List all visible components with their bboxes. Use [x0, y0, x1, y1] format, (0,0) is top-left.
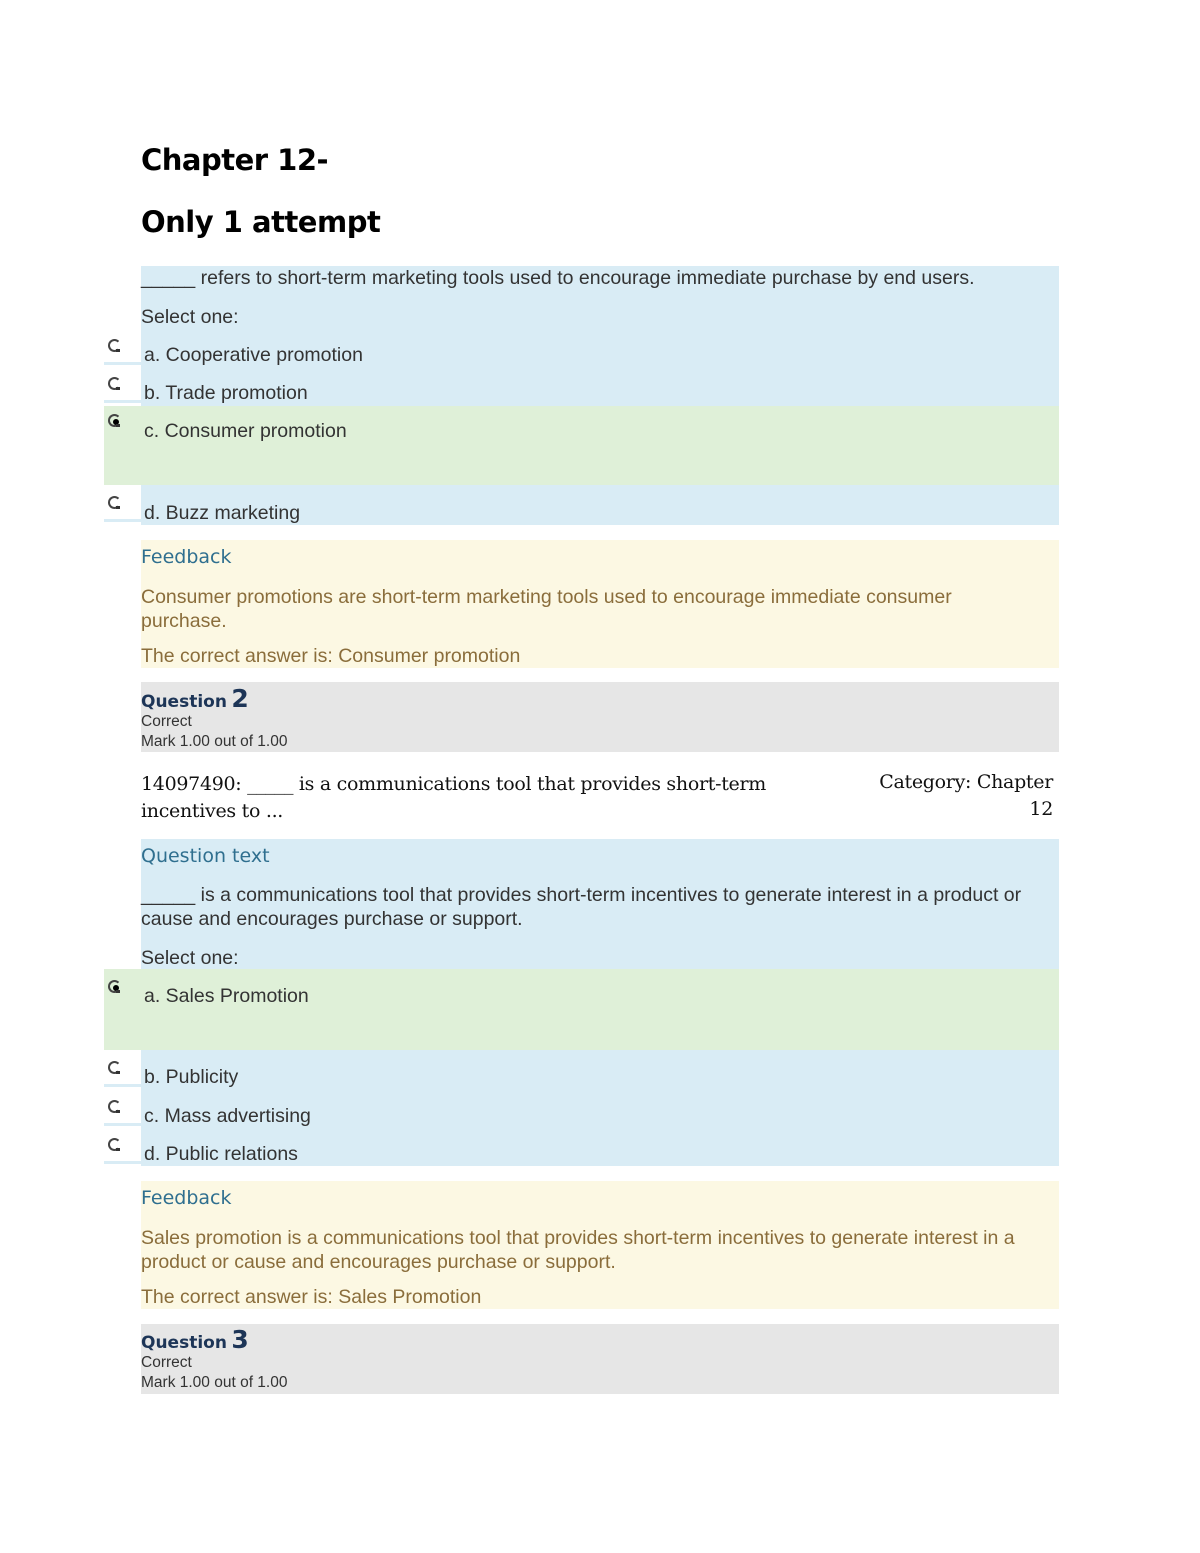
- q2-status: Correct: [141, 713, 192, 730]
- chapter-title: Chapter 12-: [141, 143, 329, 177]
- q2-category-line2: 12: [1029, 798, 1053, 820]
- q2-question-text-title: Question text: [141, 845, 270, 867]
- q1-correct-option-highlight: [104, 406, 1059, 485]
- q2-option-d-label[interactable]: d. Public relations: [144, 1143, 298, 1165]
- q3-status: Correct: [141, 1354, 192, 1371]
- q1-option-d-radio[interactable]: [104, 493, 144, 531]
- q2-mark: Mark 1.00 out of 1.00: [141, 733, 288, 750]
- q2-option-a-label[interactable]: a. Sales Promotion: [144, 985, 309, 1007]
- q2-question-number: 2: [231, 684, 249, 713]
- q1-question-text: _____ refers to short-term marketing tools used to encourage immediate purchase by end users.: [141, 267, 975, 289]
- q3-question-number: 3: [231, 1325, 249, 1354]
- q2-option-c-label[interactable]: c. Mass advertising: [144, 1105, 311, 1127]
- q2-select-one-label: Select one:: [141, 947, 239, 969]
- q2-question-text: _____ is a communications tool that provides short-term incentives to generate interest in a product or cause and encourages purchase or support.: [141, 884, 1022, 930]
- q1-correct-answer: The correct answer is: Consumer promotion: [141, 645, 521, 667]
- q2-category-line1: Category: Chapter: [879, 771, 1053, 793]
- q2-heading: [141, 684, 249, 713]
- attempt-note: Only 1 attempt: [141, 205, 381, 239]
- q1-option-b-label[interactable]: b. Trade promotion: [144, 382, 308, 404]
- q1-option-a-radio[interactable]: [104, 336, 144, 374]
- q2-correct-answer: The correct answer is: Sales Promotion: [141, 1286, 482, 1308]
- q2-option-a-radio-selected[interactable]: [104, 977, 144, 1015]
- q3-heading: [141, 1325, 249, 1354]
- q1-feedback-title: Feedback: [141, 546, 232, 568]
- q2-summary: 14097490: _____ is a communications tool that provides short-term incentives to ...: [141, 773, 766, 822]
- q2-correct-option-highlight: [104, 969, 1059, 1050]
- q1-feedback-text: Consumer promotions are short-term marketing tools used to encourage immediate consumer purchase.: [141, 586, 952, 632]
- q1-select-one-label: Select one:: [141, 306, 239, 328]
- q2-question-label: Question: [141, 692, 227, 712]
- q2-option-b-radio[interactable]: [104, 1058, 144, 1096]
- q3-question-label: Question: [141, 1333, 227, 1353]
- q2-feedback-text: Sales promotion is a communications tool that provides short-term incentives to generate interest in a product or cause and encourages purchase or support.: [141, 1227, 1015, 1273]
- q1-option-c-label[interactable]: c. Consumer promotion: [144, 420, 347, 442]
- q2-option-d-radio[interactable]: [104, 1135, 144, 1173]
- q2-option-c-radio[interactable]: [104, 1097, 144, 1135]
- q2-option-b-label[interactable]: b. Publicity: [144, 1066, 239, 1088]
- q1-option-a-label[interactable]: a. Cooperative promotion: [144, 344, 363, 366]
- q3-mark: Mark 1.00 out of 1.00: [141, 1374, 288, 1391]
- q1-option-c-radio-selected[interactable]: [104, 411, 144, 449]
- q2-feedback-title: Feedback: [141, 1187, 232, 1209]
- q1-option-d-label[interactable]: d. Buzz marketing: [144, 502, 301, 524]
